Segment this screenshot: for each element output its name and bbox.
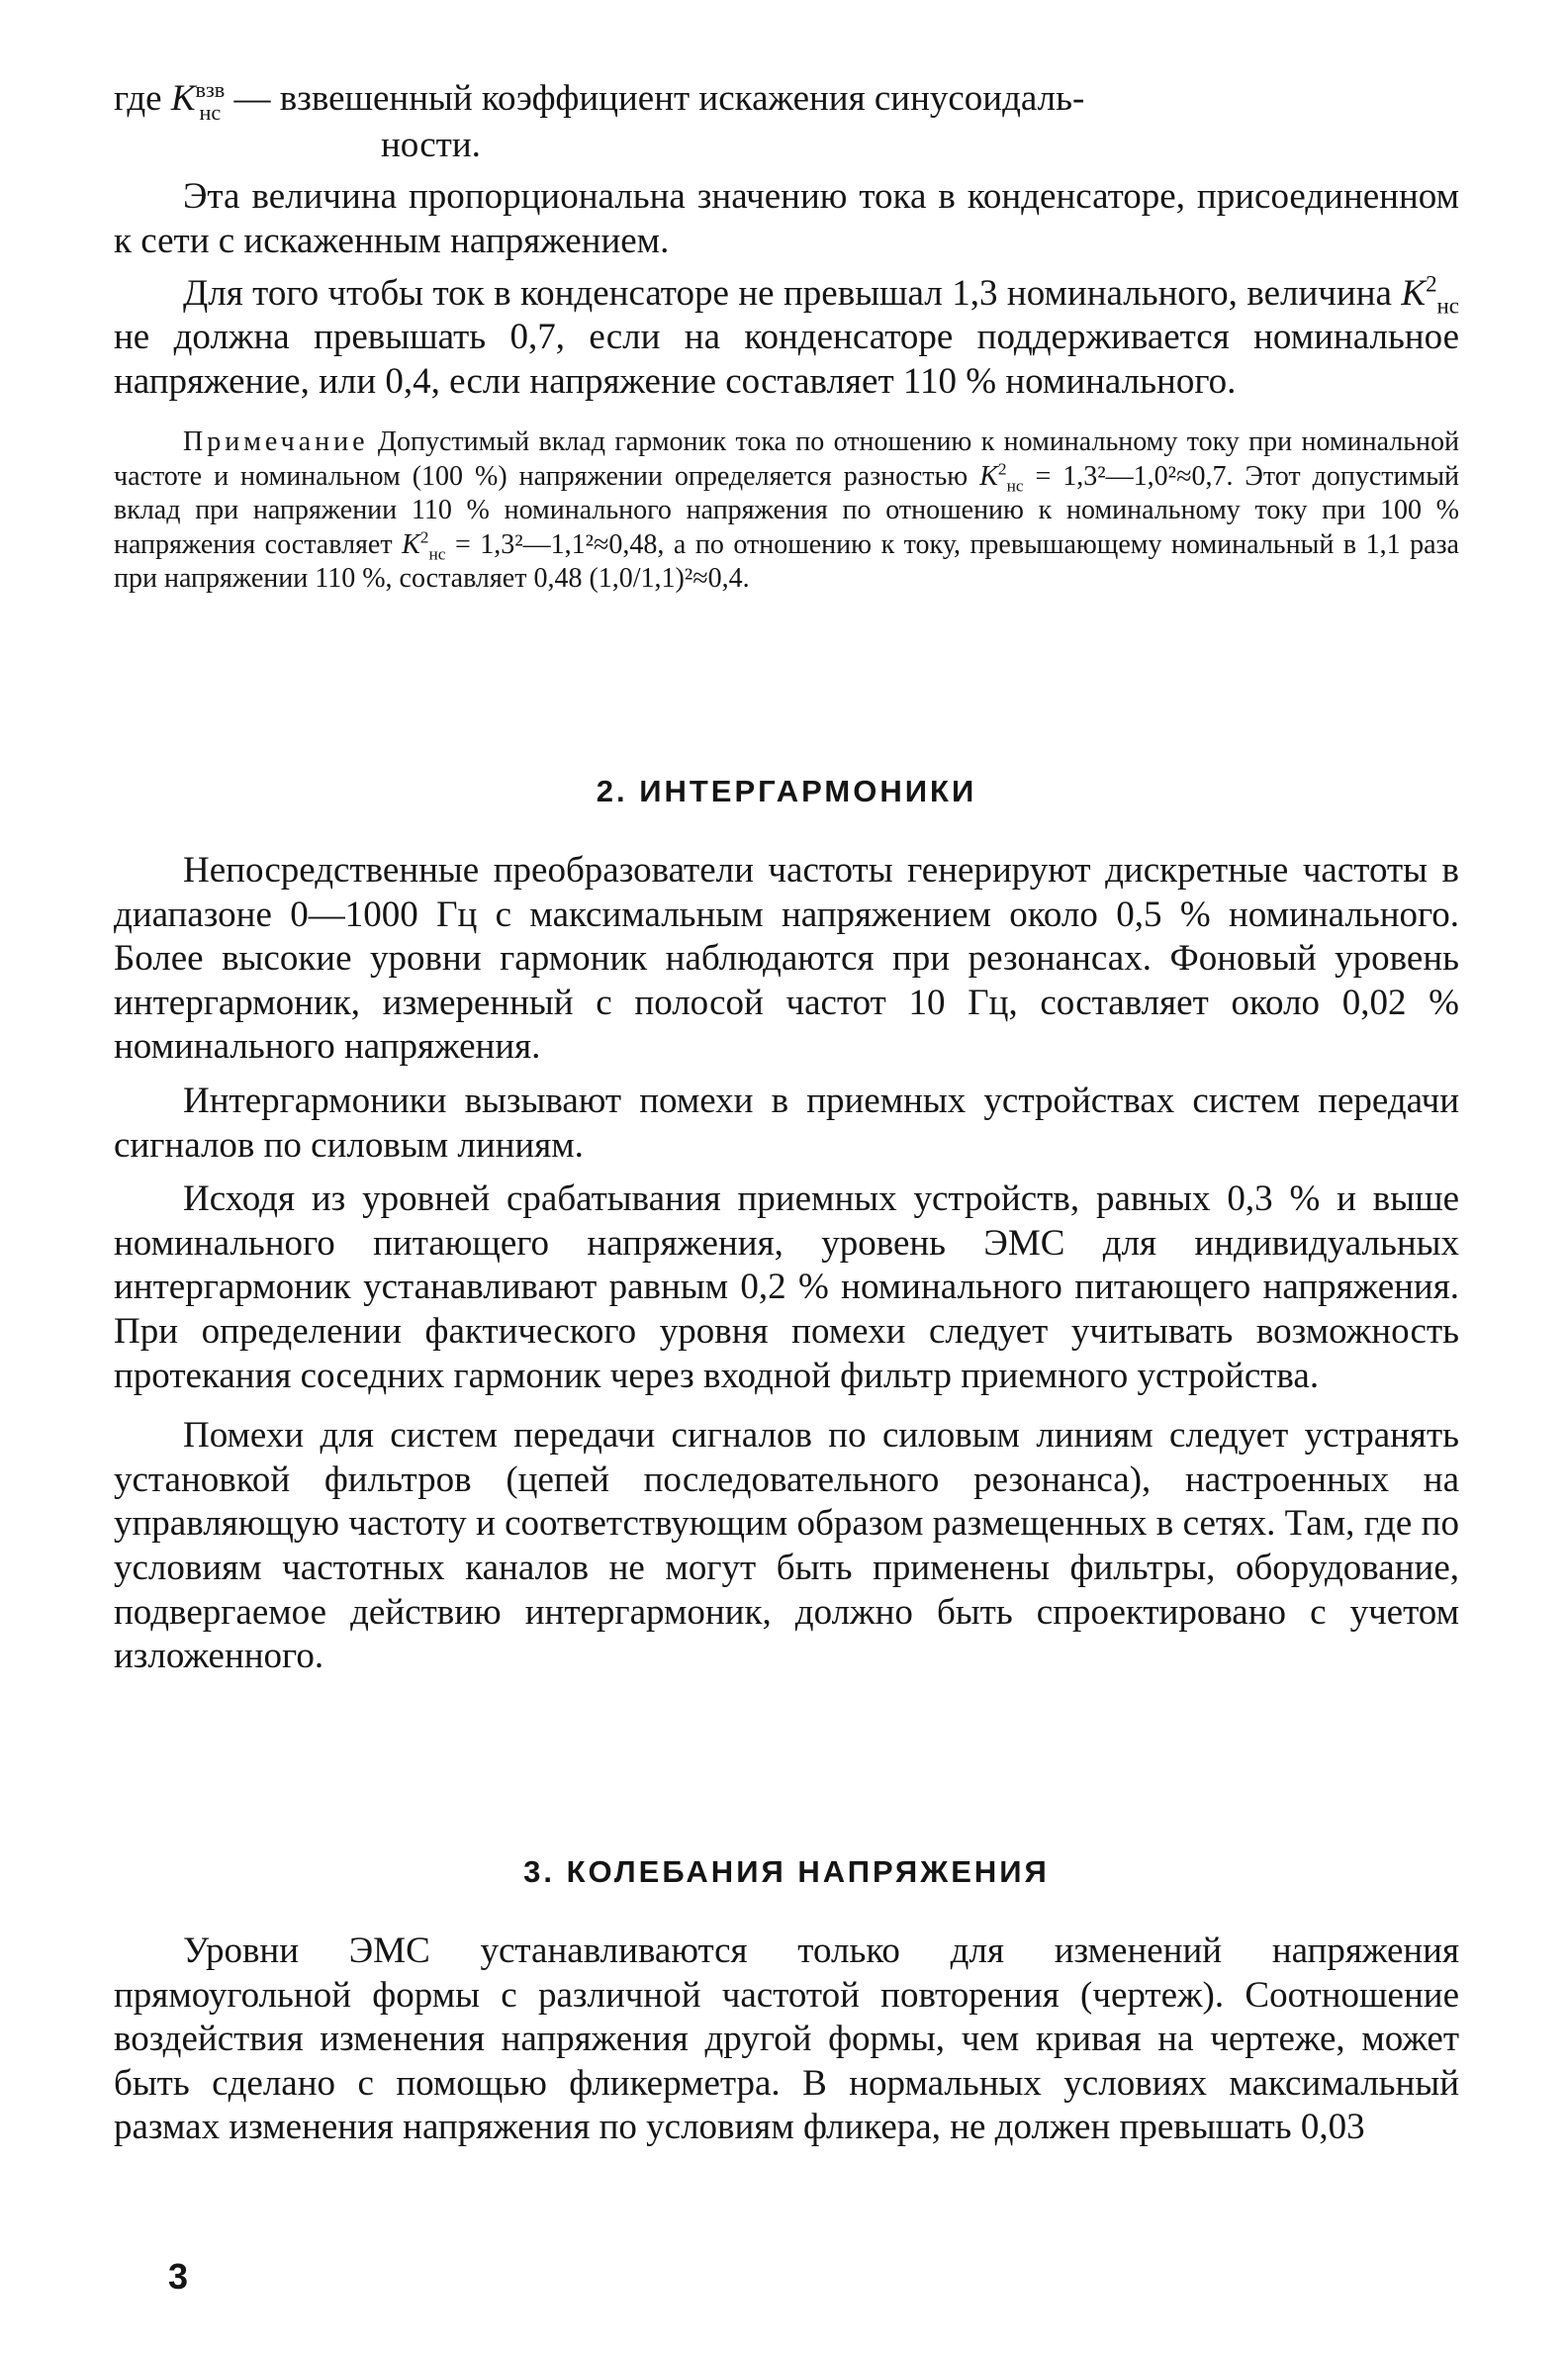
where-definition: где K взв нс — взвешенный коэффициент искажения синусоидаль- ности. xyxy=(114,77,1085,165)
section2-body xyxy=(114,849,1459,1679)
section2-paragraph: Непосредственные преобразователи частоты генерируют дискретные частоты в диапазоне 0—1000 Гц с максимальным напряжением около 0,5 % номинального. Более высокие уровни гармоник наблюдаются при резонансах. Фоновый уровень интергармоник, измеренный с полосой частот 10 Гц, составляет около 0,02 % номинального напряжения. xyxy=(114,850,1459,1068)
note-lead: Примечание xyxy=(183,426,369,458)
section2-paragraph: Интергармоники вызывают помехи в приемных устройствах систем передачи сигналов по силовым линиям. xyxy=(114,1080,1459,1166)
section-heading-interharmonics: 2. ИНТЕРГАРМОНИКИ xyxy=(596,774,977,808)
section-heading-voltage-fluctuations: 3. КОЛЕБАНИЯ НАПРЯЖЕНИЯ xyxy=(523,1854,1050,1889)
note-block: Примечание Допустимый вклад гармоник тока по отношению к номинальному току при номинальной частоте и номинальном (100 %) напряжении определяется разностью $K^2_{нс}$ = 1,3²—1,0²≈0,7. Этот допустимый вклад при напряжении 110 % номинального напряжения по отношению к номинальному току при 100 % напряжения составляет $K^2_{нс}$ = 1,3²—1,1²≈0,48, а по отношению к току, превышающему номинальный в 1,1 раза при напряжении 110 %, составляет 0,48 (1,0/1,1)²≈0,4. xyxy=(114,426,1459,594)
paragraph-capacitor-current: Для того чтобы ток в конденсаторе не превышал 1,3 номинального, величина $K^2_{нс}$ не должна превышать 0,7, если на конденсаторе поддерживается номинальное напряжение, или 0,4, если напряжение составляет 110 % номинального. xyxy=(114,271,1459,402)
paragraph-proportional: Эта величина пропорциональна значению тока в конденсаторе, присоединенном к сети с искаженным напряжением. xyxy=(114,176,1459,261)
page-number: 3 xyxy=(168,2256,189,2297)
top-block xyxy=(114,77,1459,596)
section3-paragraph: Уровни ЭМС устанавливаются только для изменений напряжения прямоугольной формы с различной частотой повторения (чертеж). Соотношение воздействия изменения напряжения другой формы, чем кривая на чертеже, может быть сделано с помощью фликерметра. В нормальных условиях максимальный размах изменения напряжения по условиям фликера, не должен превышать 0,03 xyxy=(114,1930,1459,2148)
symbol-indices: взв нс xyxy=(195,77,226,125)
section2-paragraph: Помехи для систем передачи сигналов по силовым линиям следует устранять установкой фильтров (цепей последовательного резонанса), настроенных на управляющую частоту и соответствующим образом размещенных в сетях. Там, где по условиям частотных каналов не могут быть применены фильтры, оборудование, подвергаемое действию интергармоник, должно быть спроектировано с учетом изложенного. xyxy=(114,1415,1459,1677)
section2-paragraph: Исходя из уровней срабатывания приемных устройств, равных 0,3 % и выше номинального питающего напряжения, уровень ЭМС для индивидуальных интергармоник устанавливают равным 0,2 % номинального питающего напряжения. При определении фактического уровня помехи следует учитывать возможность протекания соседних гармоник через входной фильтр приемного устройства. xyxy=(114,1178,1459,1396)
section3-body xyxy=(114,1930,1459,2150)
